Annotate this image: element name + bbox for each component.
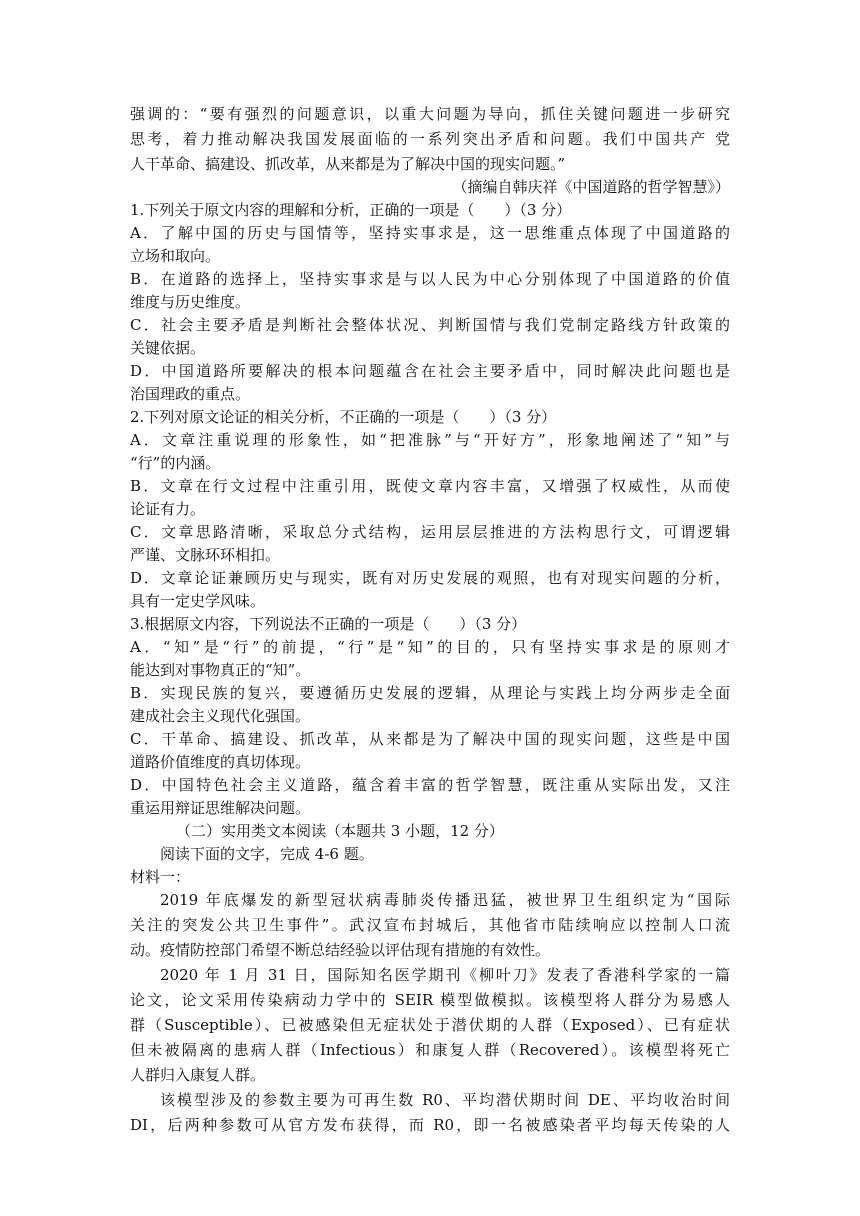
option-line: A．“知”是“行”的前提，“行”是“知”的目的，只有坚持实事求是的原则才 bbox=[130, 638, 730, 656]
paragraph-line: 2020 年 1 月 31 日，国际知名医学期刊《柳叶刀》发表了香港科学家的一篇 bbox=[160, 966, 730, 984]
option-line: C．干革命、搞建设、抓改革，从来都是为了解决中国的现实问题，这些是中国 bbox=[130, 730, 730, 748]
option-line: 严谨、文脉环环相扣。 bbox=[130, 546, 281, 564]
option-line: 论证有力。 bbox=[130, 500, 206, 518]
option-line: 建成社会主义现代化强国。 bbox=[130, 707, 311, 725]
option-line: D．中国道路所要解决的根本问题蕴含在社会主要矛盾中，同时解决此问题也是 bbox=[130, 362, 730, 380]
option-line: “行”的内涵。 bbox=[130, 454, 221, 472]
question-2: 2.下列对原文论证的相关分析，不正确的一项是（ ）（3 分） bbox=[130, 408, 557, 426]
question-3: 3.根据原文内容，下列说法不正确的一项是（ ）（3 分） bbox=[130, 615, 527, 633]
paragraph-line: 人群归入康复人群。 bbox=[130, 1066, 266, 1084]
paragraph-line: 论文，论文采用传染病动力学中的 SEIR 模型做模拟。该模型将人群分为易感人 bbox=[130, 991, 730, 1009]
paragraph-line: 但未被隔离的患病人群（Infectious）和康复人群（Recovered）。该模型将死亡 bbox=[130, 1041, 730, 1059]
paragraph-line: 2019 年底爆发的新型冠状病毒肺炎传播迅猛，被世界卫生组织定为“国际 bbox=[160, 891, 730, 909]
option-line: 维度与历史维度。 bbox=[130, 293, 251, 311]
option-line: B．实现民族的复兴，要遵循历史发展的逻辑，从理论与实践上均分两步走全面 bbox=[130, 684, 730, 702]
paragraph-line: 关注的突发公共卫生事件”。武汉宣布封城后，其他省市陆续响应以控制人口流 bbox=[130, 916, 730, 934]
option-line: B．在道路的选择上，坚持实事求是与以人民为中心分别体现了中国道路的价值 bbox=[130, 270, 730, 288]
option-line: C．文章思路清晰，采取总分式结构，运用层层推进的方法构思行文，可谓逻辑 bbox=[130, 523, 730, 541]
material-label: 材料一： bbox=[130, 868, 191, 886]
question-1: 1.下列关于原文内容的理解和分析，正确的一项是（ ）（3 分） bbox=[130, 201, 572, 219]
text-line: 强调的：“要有强烈的问题意识，以重大问题为导向，抓住关键问题进一步研究 bbox=[130, 105, 730, 123]
option-line: 能达到对事物真正的“知”。 bbox=[130, 661, 311, 679]
paragraph-line: DI，后两种参数可从官方发布获得，而 R0，即一名被感染者平均每天传染的人 bbox=[130, 1116, 730, 1134]
paragraph-line: 动。疫情防控部门希望不断总结经验以评估现有措施的有效性。 bbox=[130, 941, 551, 959]
option-line: A．文章注重说理的形象性，如“把准脉”与“开好方”，形象地阐述了“知”与 bbox=[130, 431, 730, 449]
option-line: B．文章在行文过程中注重引用，既使文章内容丰富，又增强了权威性，从而使 bbox=[130, 477, 730, 495]
option-line: 重运用辩证思维解决问题。 bbox=[130, 799, 311, 817]
option-line: D．文章论证兼顾历史与现实，既有对历史发展的观照，也有对现实问题的分析， bbox=[130, 569, 730, 587]
text-line: 人干革命、搞建设、抓改革，从来都是为了解决中国的现实问题。” bbox=[130, 155, 566, 173]
instruction-text: 阅读下面的文字，完成 4-6 题。 bbox=[160, 845, 374, 863]
option-line: 具有一定史学风味。 bbox=[130, 592, 266, 610]
paragraph-line: 群（Susceptible）、已被感染但无症状处于潜伏期的人群（Exposed）、已有症状 bbox=[130, 1016, 730, 1034]
paragraph-line: 该模型涉及的参数主要为可再生数 R0、平均潜伏期时间 DE、平均收治时间 bbox=[160, 1091, 730, 1109]
option-line: C．社会主要矛盾是判断社会整体状况、判断国情与我们党制定路线方针政策的 bbox=[130, 316, 730, 334]
option-line: 道路价值维度的真切体现。 bbox=[130, 753, 311, 771]
option-line: 立场和取向。 bbox=[130, 247, 221, 265]
option-line: D．中国特色社会主义道路，蕴含着丰富的哲学智慧，既注重从实际出发，又注 bbox=[130, 776, 730, 794]
option-line: A．了解中国的历史与国情等，坚持实事求是，这一思维重点体现了中国道路的 bbox=[130, 224, 730, 242]
option-line: 关键依据。 bbox=[130, 339, 206, 357]
citation: （摘编自韩庆祥《中国道路的哲学智慧》） bbox=[452, 178, 730, 196]
text-line: 思考，着力推动解决我国发展面临的一系列突出矛盾和问题。我们中国共产 党 bbox=[130, 130, 730, 148]
section-heading: （二）实用类文本阅读（本题共 3 小题，12 分） bbox=[176, 822, 504, 840]
option-line: 治国理政的重点。 bbox=[130, 385, 251, 403]
